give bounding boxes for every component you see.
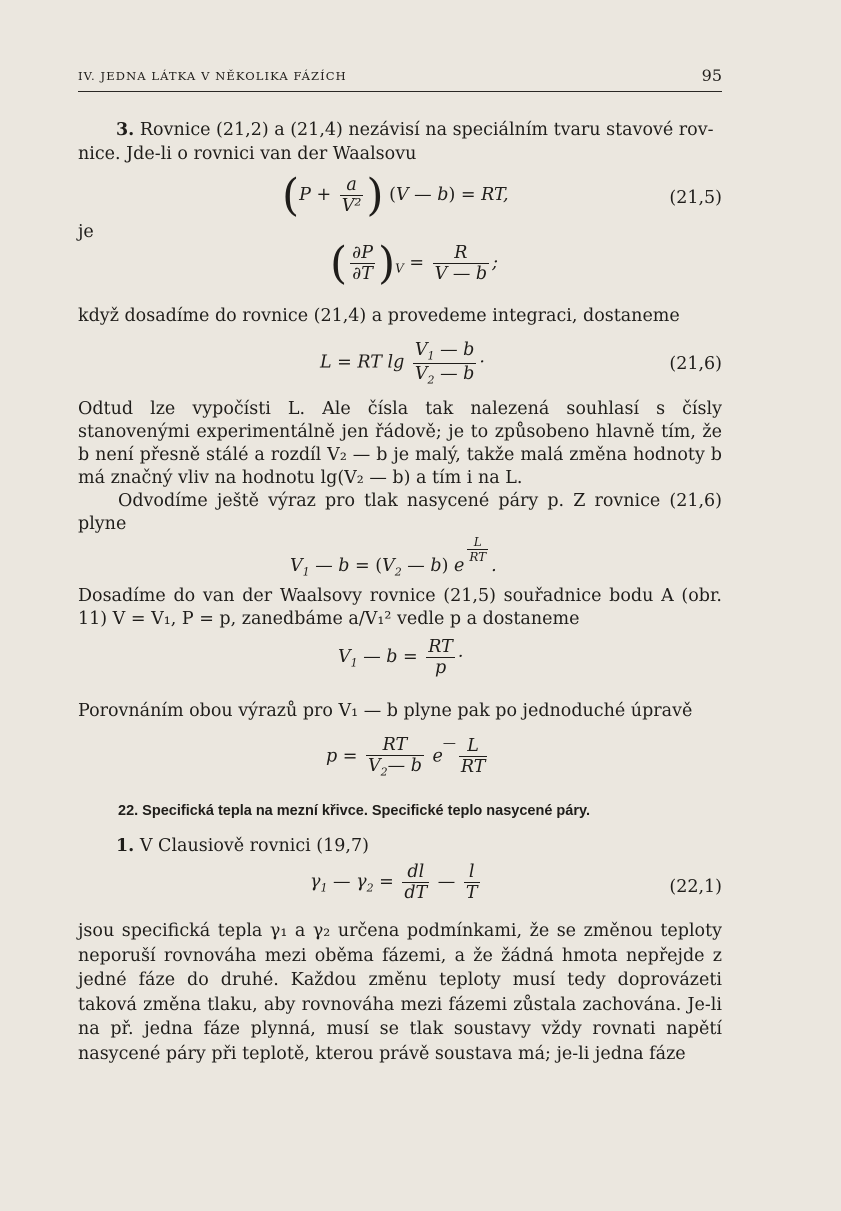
equation-number-21-6: (21,6) (669, 354, 722, 374)
odtud-paragraph: Odtud lze vypočísti L. Ale čísla tak nalezená souhlasí s čísly stanovenými experimentálně jen řádově; je to způsobeno hlavně tím, že b není přesně stálé a rozdíl V₂ — b je malý, takže malá změna hodnoty b má značný vliv na hodnotu lg(V₂ — b) a tím i na L. (78, 399, 722, 488)
equation-21-6: L = RT lg $\frac{V_1 — b}{V_2 — b}$ · (320, 340, 485, 386)
page-number: 95 (701, 66, 722, 85)
clausius-number: 1. (116, 836, 135, 856)
clausius-text: V Clausiově rovnici (19,7) (139, 836, 369, 856)
equation-rt-p: $V_1$ — b = $\frac{RT}{p}$ · (338, 637, 464, 678)
equation-22-1: $\gamma_1$ — $\gamma_2$ = $\frac{dl}{dT}$ — $\frac{l}{T}$ (310, 862, 478, 903)
je-text: je (78, 222, 94, 242)
paragraph-3-line2: nice. Jde-li o rovnici van der Waalsovu (78, 144, 417, 164)
dosadime-text: když dosadíme do rovnice (21,4) a provedeme integraci, dostaneme (78, 306, 680, 326)
equation-21-5: (P + $\frac{a}{\text{V²}}$ ) (V — b) = RT, (282, 170, 509, 221)
paragraph-3 (78, 119, 722, 142)
final-paragraph: jsou specifická tepla γ₁ a γ₂ určena podmínkami, že se změnou teploty neporuší rovnováha mezi oběma fázemi, a že žádná hmota nepřejde z jedné fáze do druhé. Každou změnu teploty musí tedy doprovázeti taková změna tlaku, aby rovnováha mezi fázemi zůstala zachována. Je-li na př. jedna fáze plynná, musí se tlak soustavy vždy rovnati napětí nasycené páry při teplotě, kterou právě soustava má; je-li jedna fáze (78, 921, 722, 1064)
chapter-title: IV. JEDNA LÁTKA V NĚKOLIKA FÁZÍCH (78, 69, 347, 83)
equation-exp: $V_1$ — $b = (V_2$ — b) e $\frac{L}{RT}$ . (290, 535, 497, 579)
dosadime2-paragraph: Dosadíme do van der Waalsovy rovnice (21,5) souřadnice bodu A (obr. 11) V = V₁, P = p, zanedbáme a/V₁² vedle p a dostaneme (78, 586, 722, 629)
section-title: 22. Specifická tepla na mezní křivce. Specifické teplo nasycené páry. (118, 803, 591, 819)
equation-number-21-5: (21,5) (669, 188, 722, 208)
equation-pressure: p = $\frac{RT}{V_2— b}$ e— $\frac{L}{RT}$ (326, 735, 486, 779)
paragraph-number: 3. (116, 120, 135, 140)
clausius-line (78, 836, 722, 856)
running-header (78, 66, 722, 92)
paragraph-3-line1: Rovnice (21,2) a (21,4) nezávisí na speciálním tvaru stavové rov- (139, 120, 714, 140)
odvodime-paragraph: Odvodíme ještě výraz pro tlak nasycené páry p. Z rovnice (21,6) plyne (78, 491, 722, 534)
equation-partial: ( $\frac{\partial P}{\partial T}$ )$_V$ = $\frac{R}{V — b}$ ; (330, 238, 499, 289)
equation-number-22-1: (22,1) (669, 877, 722, 897)
porovnanim-text: Porovnáním obou výrazů pro V₁ — b plyne pak po jednoduché úpravě (78, 701, 693, 721)
